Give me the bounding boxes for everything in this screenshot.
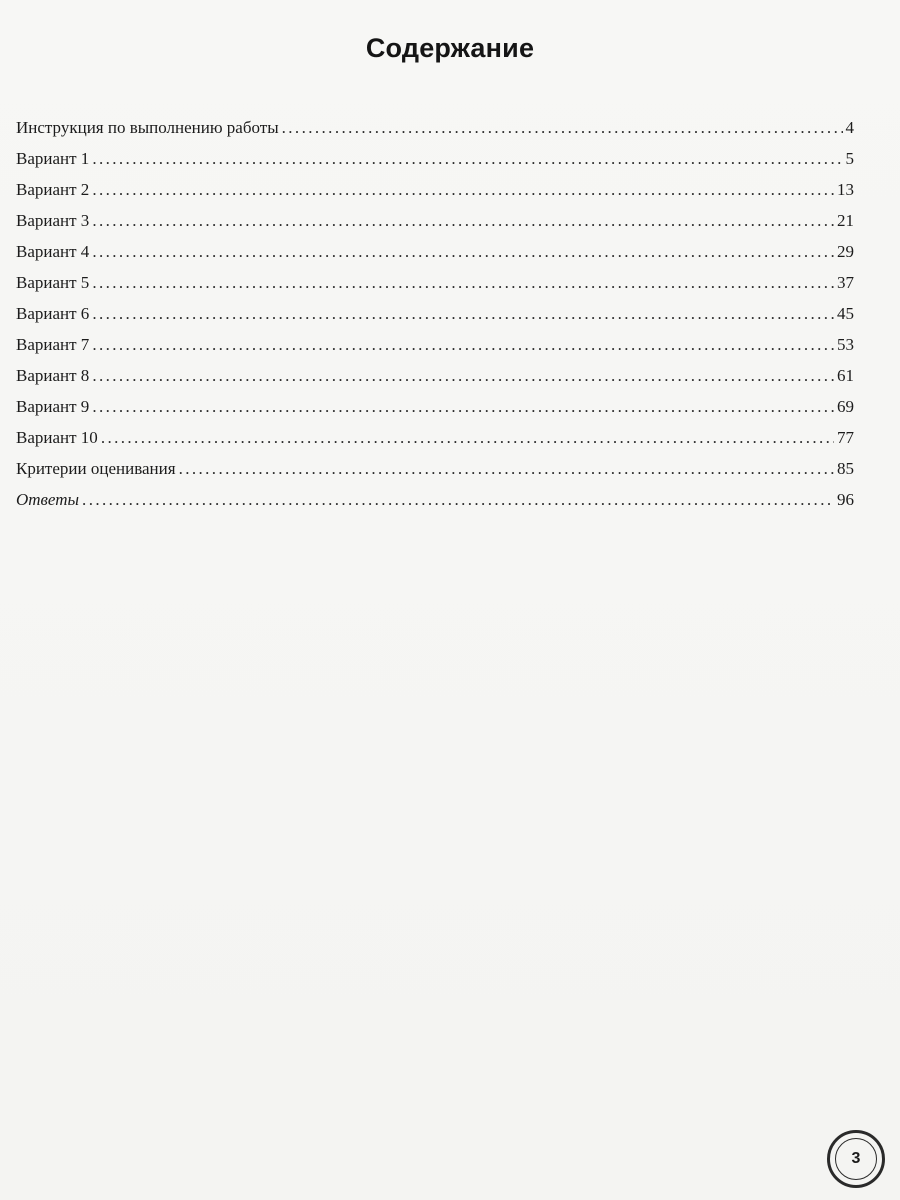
dot-leader bbox=[82, 489, 834, 511]
toc-entry-page: 37 bbox=[837, 273, 854, 292]
toc-entry-page: 61 bbox=[837, 366, 854, 385]
toc-entry-label: Вариант 6 bbox=[16, 304, 90, 323]
toc-entry-page: 96 bbox=[837, 490, 854, 509]
dot-leader bbox=[282, 117, 843, 139]
toc-entry-page: 45 bbox=[837, 304, 854, 323]
toc-entry-page: 53 bbox=[837, 335, 854, 354]
dot-leader bbox=[92, 272, 834, 294]
toc-entry-instructions bbox=[16, 117, 854, 148]
toc-entry-variant-9 bbox=[16, 396, 854, 427]
dot-leader bbox=[92, 210, 834, 232]
toc-entry-label: Критерии оценивания bbox=[16, 459, 176, 478]
toc-entry-page: 69 bbox=[837, 397, 854, 416]
toc-entry-variant-1 bbox=[16, 148, 854, 179]
toc-entry-label: Вариант 4 bbox=[16, 242, 90, 261]
toc-entry-variant-10 bbox=[16, 427, 854, 458]
toc-entry-answers bbox=[16, 489, 854, 520]
table-of-contents bbox=[16, 117, 854, 520]
toc-entry-variant-4 bbox=[16, 241, 854, 272]
toc-entry-label: Вариант 5 bbox=[16, 273, 90, 292]
toc-entry-page: 85 bbox=[837, 459, 854, 478]
toc-entry-page: 29 bbox=[837, 242, 854, 261]
toc-entry-variant-7 bbox=[16, 334, 854, 365]
toc-entry-label: Вариант 9 bbox=[16, 397, 90, 416]
toc-entry-variant-5 bbox=[16, 272, 854, 303]
toc-entry-label: Вариант 1 bbox=[16, 149, 90, 168]
toc-entry-label: Вариант 2 bbox=[16, 180, 90, 199]
toc-entry-variant-8 bbox=[16, 365, 854, 396]
toc-entry-page: 77 bbox=[837, 428, 854, 447]
toc-entry-variant-3 bbox=[16, 210, 854, 241]
toc-entry-variant-2 bbox=[16, 179, 854, 210]
toc-entry-variant-6 bbox=[16, 303, 854, 334]
toc-entry-page: 21 bbox=[837, 211, 854, 230]
toc-entry-label: Ответы bbox=[16, 490, 80, 509]
toc-entry-label: Инструкция по выполнению работы bbox=[16, 118, 279, 137]
toc-entry-page: 4 bbox=[845, 118, 854, 137]
dot-leader bbox=[92, 303, 834, 325]
dot-leader bbox=[92, 179, 834, 201]
dot-leader bbox=[179, 458, 834, 480]
page-number: 3 bbox=[835, 1138, 877, 1180]
page-number-badge bbox=[827, 1130, 885, 1188]
dot-leader bbox=[92, 334, 834, 356]
dot-leader bbox=[92, 365, 834, 387]
toc-entry-label: Вариант 7 bbox=[16, 335, 90, 354]
dot-leader bbox=[92, 241, 834, 263]
dot-leader bbox=[92, 396, 834, 418]
toc-entry-page: 13 bbox=[837, 180, 854, 199]
dot-leader bbox=[92, 148, 842, 170]
page-title: Содержание bbox=[365, 33, 535, 63]
toc-entry-page: 5 bbox=[845, 149, 854, 168]
toc-entry-criteria bbox=[16, 458, 854, 489]
toc-entry-label: Вариант 3 bbox=[16, 211, 90, 230]
dot-leader bbox=[101, 427, 834, 449]
toc-entry-label: Вариант 10 bbox=[16, 428, 98, 447]
toc-entry-label: Вариант 8 bbox=[16, 366, 90, 385]
